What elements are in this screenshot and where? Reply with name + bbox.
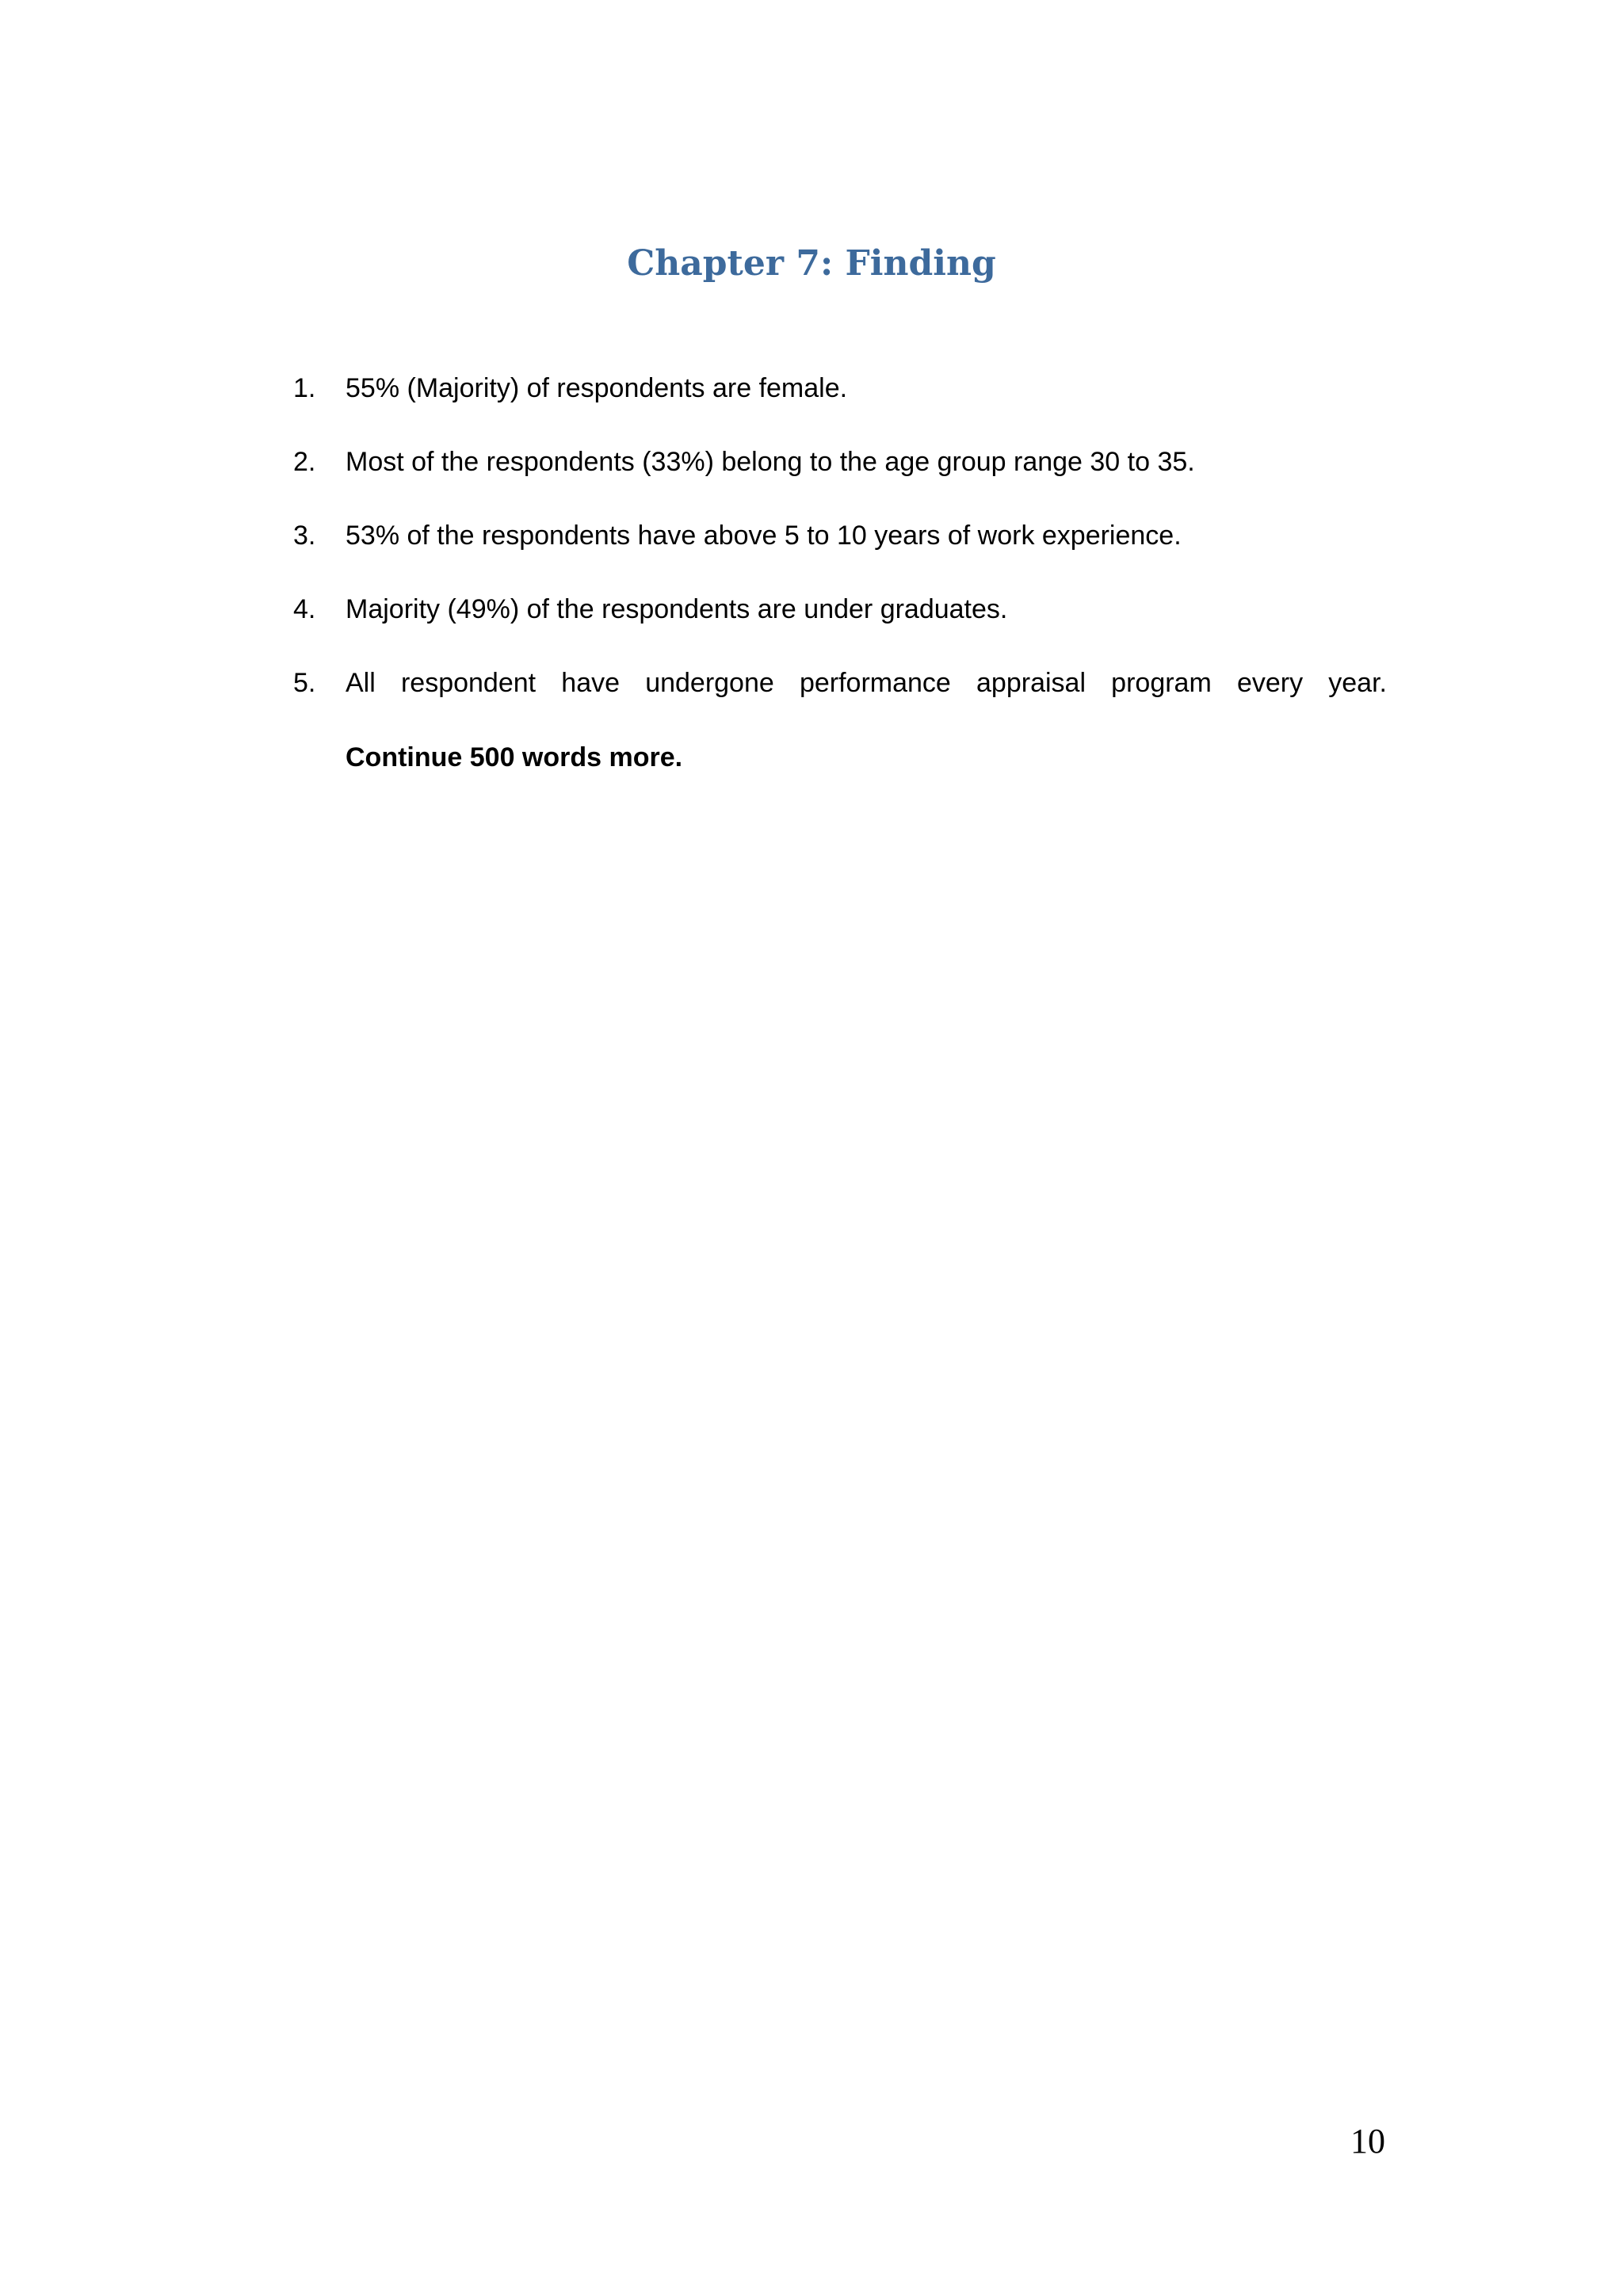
- finding-number: 1.: [293, 373, 316, 403]
- finding-item-2: [293, 440, 1387, 513]
- finding-text: 53% of the respondents have above 5 to 10 years of work experience.: [346, 521, 1182, 551]
- continue-note: Continue 500 words more.: [346, 742, 683, 772]
- finding-text: 55% (Majority) of respondents are female.: [346, 373, 848, 403]
- finding-word: every: [1236, 668, 1304, 698]
- finding-word: year.: [1328, 668, 1387, 698]
- finding-word: All: [346, 668, 376, 698]
- finding-number: 2.: [293, 447, 316, 477]
- finding-item-4: [293, 587, 1387, 661]
- finding-word: performance: [799, 668, 951, 698]
- finding-text: Majority (49%) of the respondents are under graduates.: [346, 594, 1008, 624]
- findings-list: [293, 366, 1387, 734]
- finding-word: undergone: [645, 668, 774, 698]
- finding-word: program: [1111, 668, 1212, 698]
- finding-number: 4.: [293, 594, 316, 624]
- finding-word: have: [561, 668, 621, 698]
- page-number: 10: [1350, 2122, 1385, 2161]
- finding-number: 5.: [293, 668, 316, 698]
- finding-number: 3.: [293, 521, 316, 551]
- finding-text-justified: [346, 661, 1387, 705]
- finding-word: respondent: [400, 668, 537, 698]
- finding-text: Most of the respondents (33%) belong to the age group range 30 to 35.: [346, 447, 1195, 477]
- finding-item-1: [293, 366, 1387, 440]
- chapter-title: Chapter 7: Finding: [627, 243, 996, 284]
- finding-word: appraisal: [976, 668, 1086, 698]
- finding-item-5: [293, 661, 1387, 734]
- finding-item-3: [293, 513, 1387, 587]
